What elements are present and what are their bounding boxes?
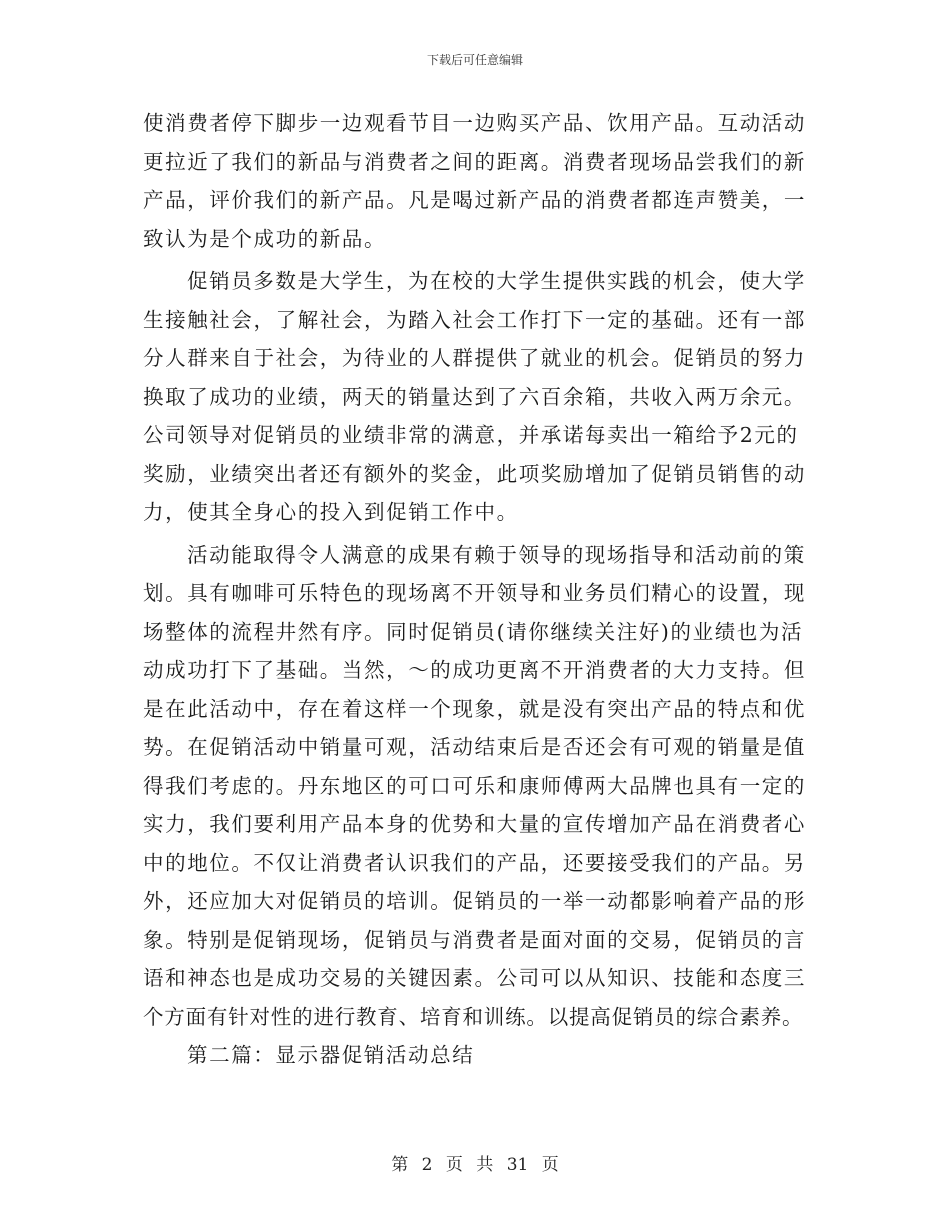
text-line: 势。在促销活动中销量可观，活动结束后是否还会有可观的销量是值 xyxy=(143,735,806,759)
text-line: 是在此活动中，存在着这样一个现象，就是没有突出产品的特点和优 xyxy=(143,696,806,721)
text-line: 奖励，业绩突出者还有额外的奖金，此项奖励增加了促销员销售的动 xyxy=(143,461,806,486)
text-line: 生接触社会，了解社会，为踏入社会工作打下一定的基础。还有一部 xyxy=(143,307,806,332)
paragraph-3 xyxy=(143,536,811,1037)
text-line: 产品，评价我们的新产品。凡是喝过新产品的消费者都连声赞美，一 xyxy=(143,188,806,212)
text-line: 划。具有咖啡可乐特色的现场离不开领导和业务员们精心的设置，现 xyxy=(143,581,806,605)
text-line: 动成功打下了基础。当然，～的成功更离不开消费者的大力支持。但 xyxy=(143,658,806,682)
text-line: 致认为是个成功的新品。 xyxy=(143,226,387,251)
text-line: 分人群来自于社会，为待业的人群提供了就业的机会。促销员的努力 xyxy=(143,346,806,370)
text-line: 换取了成功的业绩，两天的销量达到了六百余箱，共收入两万余元。 xyxy=(143,384,806,409)
text-line: 力，使其全身心的投入到促销工作中。 xyxy=(143,500,519,524)
text-line: 活动能取得令人满意的成果有赖于领导的现场指导和活动前的策 xyxy=(187,542,806,567)
text-line: 场整体的流程井然有序。同时促销员(请你继续关注好)的业绩也为活 xyxy=(143,619,804,644)
text-line: 象。特别是促销现场，促销员与消费者是面对面的交易，促销员的言 xyxy=(143,927,806,952)
text-line: 使消费者停下脚步一边观看节目一边购买产品、饮用产品。互动活动 xyxy=(143,111,806,135)
text-line: 语和神态也是成功交易的关键因素。公司可以从知识、技能和态度三 xyxy=(143,966,806,990)
text-line: 个方面有针对性的进行教育、培育和训练。以提高促销员的综合素养。 xyxy=(143,1004,804,1029)
page-header: 下载后可任意编辑 xyxy=(426,53,523,67)
text-line: 促销员多数是大学生，为在校的大学生提供实践的机会，使大学 xyxy=(187,269,806,293)
text-line: 实力，我们要利用产品本身的优势和大量的宣传增加产品在消费者心 xyxy=(143,812,806,836)
paragraph-1 xyxy=(143,104,811,258)
section-heading xyxy=(143,1036,811,1075)
text-line: 外，还应加大对促销员的培训。促销员的一举一动都影响着产品的形 xyxy=(143,889,806,913)
page-footer: 第 2 页 共 31 页 xyxy=(391,1155,559,1175)
text-line: 得我们考虑的。丹东地区的可口可乐和康师傅两大品牌也具有一定的 xyxy=(143,773,806,798)
paragraph-2 xyxy=(143,262,811,532)
text-line: 更拉近了我们的新品与消费者之间的距离。消费者现场品尝我们的新 xyxy=(143,149,806,174)
text-line: 公司领导对促销员的业绩非常的满意，并承诺每卖出一箱给予2元的 xyxy=(143,423,799,447)
document-body xyxy=(143,104,811,1075)
text-line: 中的地位。不仅让消费者认识我们的产品，还要接受我们的产品。另 xyxy=(143,850,806,875)
heading-line: 第二篇：显示器促销活动总结 xyxy=(187,1043,475,1067)
